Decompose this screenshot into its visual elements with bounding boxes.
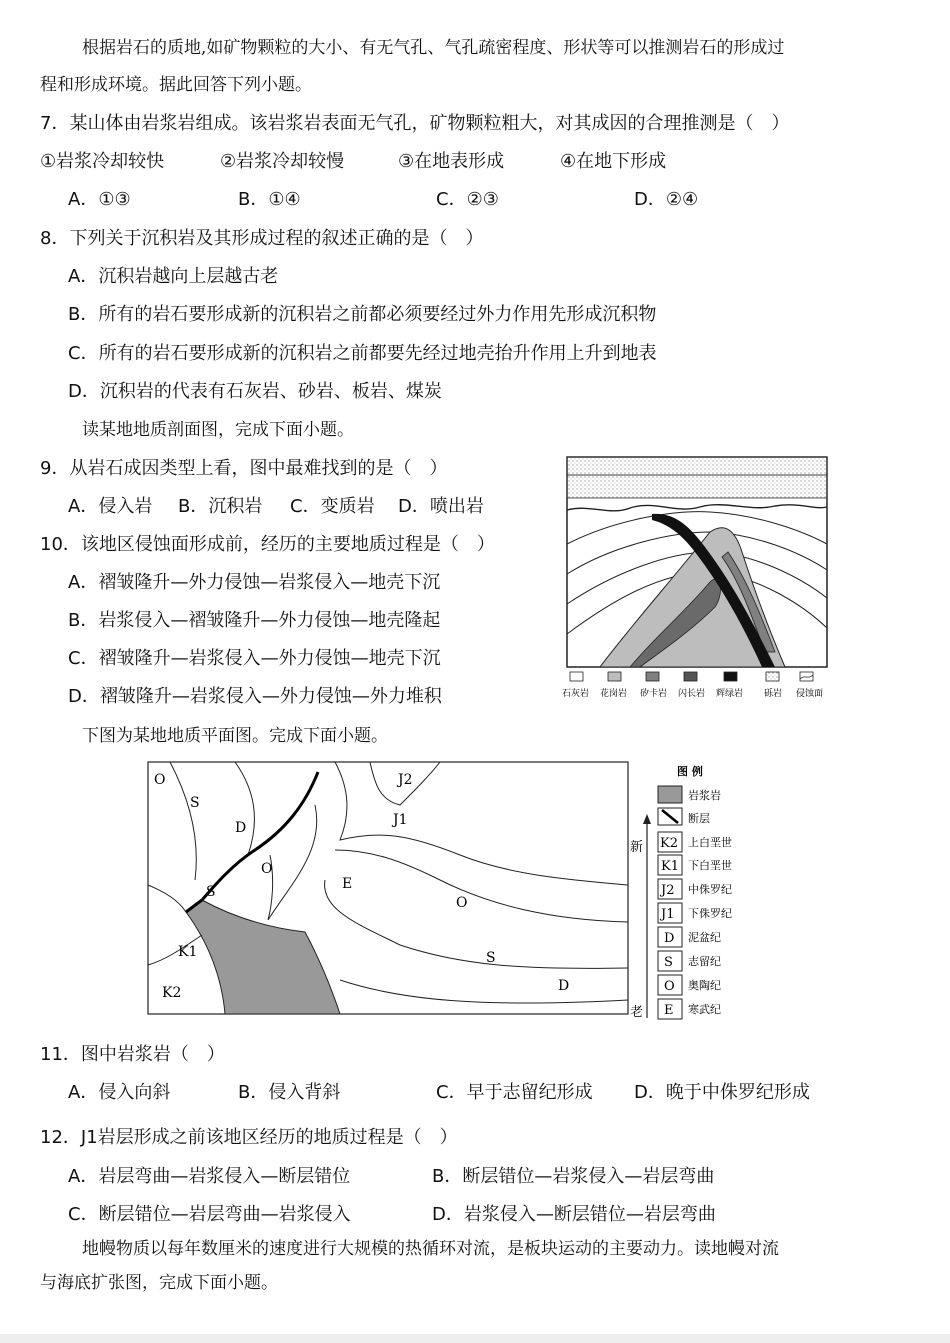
legend-code: S xyxy=(664,955,673,970)
intro-text-line1: 根据岩石的质地,如矿物颗粒的大小、有无气孔、气孔疏密程度、形状等可以推测岩石的形成过 xyxy=(82,38,785,58)
legend-swatch-limestone xyxy=(570,672,583,681)
q11-stem: 11．图中岩浆岩（ ） xyxy=(40,1044,225,1065)
q10-option-a[interactable]: A．褶皱隆升—外力侵蚀—岩浆侵入—地壳下沉 xyxy=(68,572,441,593)
legend-swatch-magmatic xyxy=(658,786,682,803)
stratum-label: K2 xyxy=(162,985,182,1001)
q7-item: ①岩浆冷却较快 xyxy=(40,151,165,172)
q10-option-c[interactable]: C．褶皱隆升—岩浆侵入—外力侵蚀—地壳下沉 xyxy=(68,648,441,669)
q7-item: ④在地下形成 xyxy=(560,151,667,172)
stratum-label: S xyxy=(190,795,200,811)
conglomerate-layer xyxy=(567,475,827,498)
legend-label: 奥陶纪 xyxy=(688,979,721,992)
q7-option-c[interactable]: C．②③ xyxy=(436,189,499,210)
legend-label: 上白垩世 xyxy=(688,836,732,849)
geologic-section-figure xyxy=(560,452,840,704)
legend-label: 中侏罗纪 xyxy=(688,883,732,896)
q7-option-d[interactable]: D．②④ xyxy=(634,189,699,210)
q8-option-a[interactable]: A．沉积岩越向上层越古老 xyxy=(68,266,279,287)
legend-label: 闪长岩 xyxy=(678,689,706,699)
legend-label: 矽卡岩 xyxy=(640,689,668,699)
q9-option-b[interactable]: B．沉积岩 xyxy=(178,496,263,517)
legend-code: J2 xyxy=(661,883,675,898)
stratum-label: O xyxy=(456,895,468,911)
legend-code: D xyxy=(664,931,675,946)
legend-swatch-diabase xyxy=(724,672,737,681)
q7-option-a[interactable]: A．①③ xyxy=(68,189,131,210)
legend-swatch-diorite xyxy=(684,672,697,681)
intro-mantle-line2: 与海底扩张图，完成下面小题。 xyxy=(40,1273,278,1293)
q11-option-d[interactable]: D．晚于中侏罗纪形成 xyxy=(634,1082,810,1103)
q10-stem: 10．该地区侵蚀面形成前，经历的主要地质过程是（ ） xyxy=(40,534,495,555)
legend-new-label: 新 xyxy=(630,840,644,855)
legend-label: 断层 xyxy=(688,812,710,825)
q8-option-c[interactable]: C．所有的岩石要形成新的沉积岩之前都要先经过地壳抬升作用上升到地表 xyxy=(68,343,657,364)
legend-strata xyxy=(658,832,732,1019)
legend-label: 石灰岩 xyxy=(562,689,590,699)
q7-stem: 7．某山体由岩浆岩组成。该岩浆岩表面无气孔，矿物颗粒粗大，对其成因的合理推测是（ ） xyxy=(40,113,790,134)
legend-label: 辉绿岩 xyxy=(716,689,744,699)
q11-option-a[interactable]: A．侵入向斜 xyxy=(68,1082,171,1103)
legend-label: 志留纪 xyxy=(688,955,721,968)
legend-code: J1 xyxy=(661,907,675,922)
q12-option-b[interactable]: B．断层错位—岩浆侵入—岩层弯曲 xyxy=(432,1166,715,1187)
legend-old-label: 老 xyxy=(630,1005,644,1020)
legend-swatch-granite xyxy=(608,672,621,681)
stratum-label: D xyxy=(235,820,247,836)
stratum-label: O xyxy=(261,861,273,877)
q8-stem: 8．下列关于沉积岩及其形成过程的叙述正确的是（ ） xyxy=(40,228,484,249)
legend-code: O xyxy=(664,979,675,994)
legend-code: K2 xyxy=(660,836,678,851)
q10-option-d[interactable]: D．褶皱隆升—岩浆侵入—外力侵蚀—外力堆积 xyxy=(68,686,442,707)
q9-option-c[interactable]: C．变质岩 xyxy=(290,496,375,517)
legend-title: 图 例 xyxy=(677,765,703,778)
q12-option-a[interactable]: A．岩层弯曲—岩浆侵入—断层错位 xyxy=(68,1166,351,1187)
stratum-label: E xyxy=(342,876,353,892)
legend-label: 侵蚀面 xyxy=(796,689,824,699)
q7-item: ③在地表形成 xyxy=(398,151,505,172)
geologic-plan-map xyxy=(140,760,750,1025)
legend-label: 寒武纪 xyxy=(688,1003,721,1016)
legend-label: 砾岩 xyxy=(764,689,783,699)
q12-stem: 12．J1岩层形成之前该地区经历的地质过程是（ ） xyxy=(40,1127,458,1148)
legend-code: K1 xyxy=(661,859,679,874)
stratum-label: J2 xyxy=(398,772,413,788)
page-bottom-edge xyxy=(0,1334,950,1343)
conglomerate-layer xyxy=(567,457,827,475)
legend-code: E xyxy=(664,1003,674,1018)
q9-option-a[interactable]: A．侵入岩 xyxy=(68,496,153,517)
stratum-label: S xyxy=(486,950,496,966)
q11-option-b[interactable]: B．侵入背斜 xyxy=(238,1082,341,1103)
q9-stem: 9．从岩石成因类型上看，图中最难找到的是（ ） xyxy=(40,458,448,479)
q7-option-b[interactable]: B．①④ xyxy=(238,189,301,210)
q12-option-c[interactable]: C．断层错位—岩层弯曲—岩浆侵入 xyxy=(68,1204,351,1225)
legend-label: 下白垩世 xyxy=(688,859,732,872)
intro-section-profile: 读某地地质剖面图，完成下面小题。 xyxy=(82,420,354,440)
legend-label: 下侏罗纪 xyxy=(688,907,732,920)
intro-mantle-line1: 地幔物质以每年数厘米的速度进行大规模的热循环对流，是板块运动的主要动力。读地幔对流 xyxy=(82,1239,779,1259)
legend-label: 泥盆纪 xyxy=(688,931,721,944)
q9-option-d[interactable]: D．喷出岩 xyxy=(398,496,484,517)
stratum-label: S xyxy=(206,884,216,900)
legend-label: 花岗岩 xyxy=(600,689,628,699)
intro-section-plan: 下图为某地地质平面图。完成下面小题。 xyxy=(82,726,388,746)
intro-text-line2: 程和形成环境。据此回答下列小题。 xyxy=(40,75,312,95)
q8-option-b[interactable]: B．所有的岩石要形成新的沉积岩之前都必须要经过外力作用先形成沉积物 xyxy=(68,304,657,325)
q12-option-d[interactable]: D．岩浆侵入—断层错位—岩层弯曲 xyxy=(432,1204,716,1225)
stratum-label: J1 xyxy=(393,812,408,828)
q10-option-b[interactable]: B．岩浆侵入—褶皱隆升—外力侵蚀—地壳隆起 xyxy=(68,610,441,631)
stratum-label: K1 xyxy=(178,944,198,960)
legend-swatch-conglomerate xyxy=(766,672,779,681)
legend-label: 岩浆岩 xyxy=(688,789,721,802)
q8-option-d[interactable]: D．沉积岩的代表有石灰岩、砂岩、板岩、煤炭 xyxy=(68,381,442,402)
q11-option-c[interactable]: C．早于志留纪形成 xyxy=(436,1082,593,1103)
q7-item: ②岩浆冷却较慢 xyxy=(220,151,345,172)
stratum-label: O xyxy=(154,772,166,788)
stratum-label: D xyxy=(558,978,570,994)
legend-swatch-skarn xyxy=(646,672,659,681)
